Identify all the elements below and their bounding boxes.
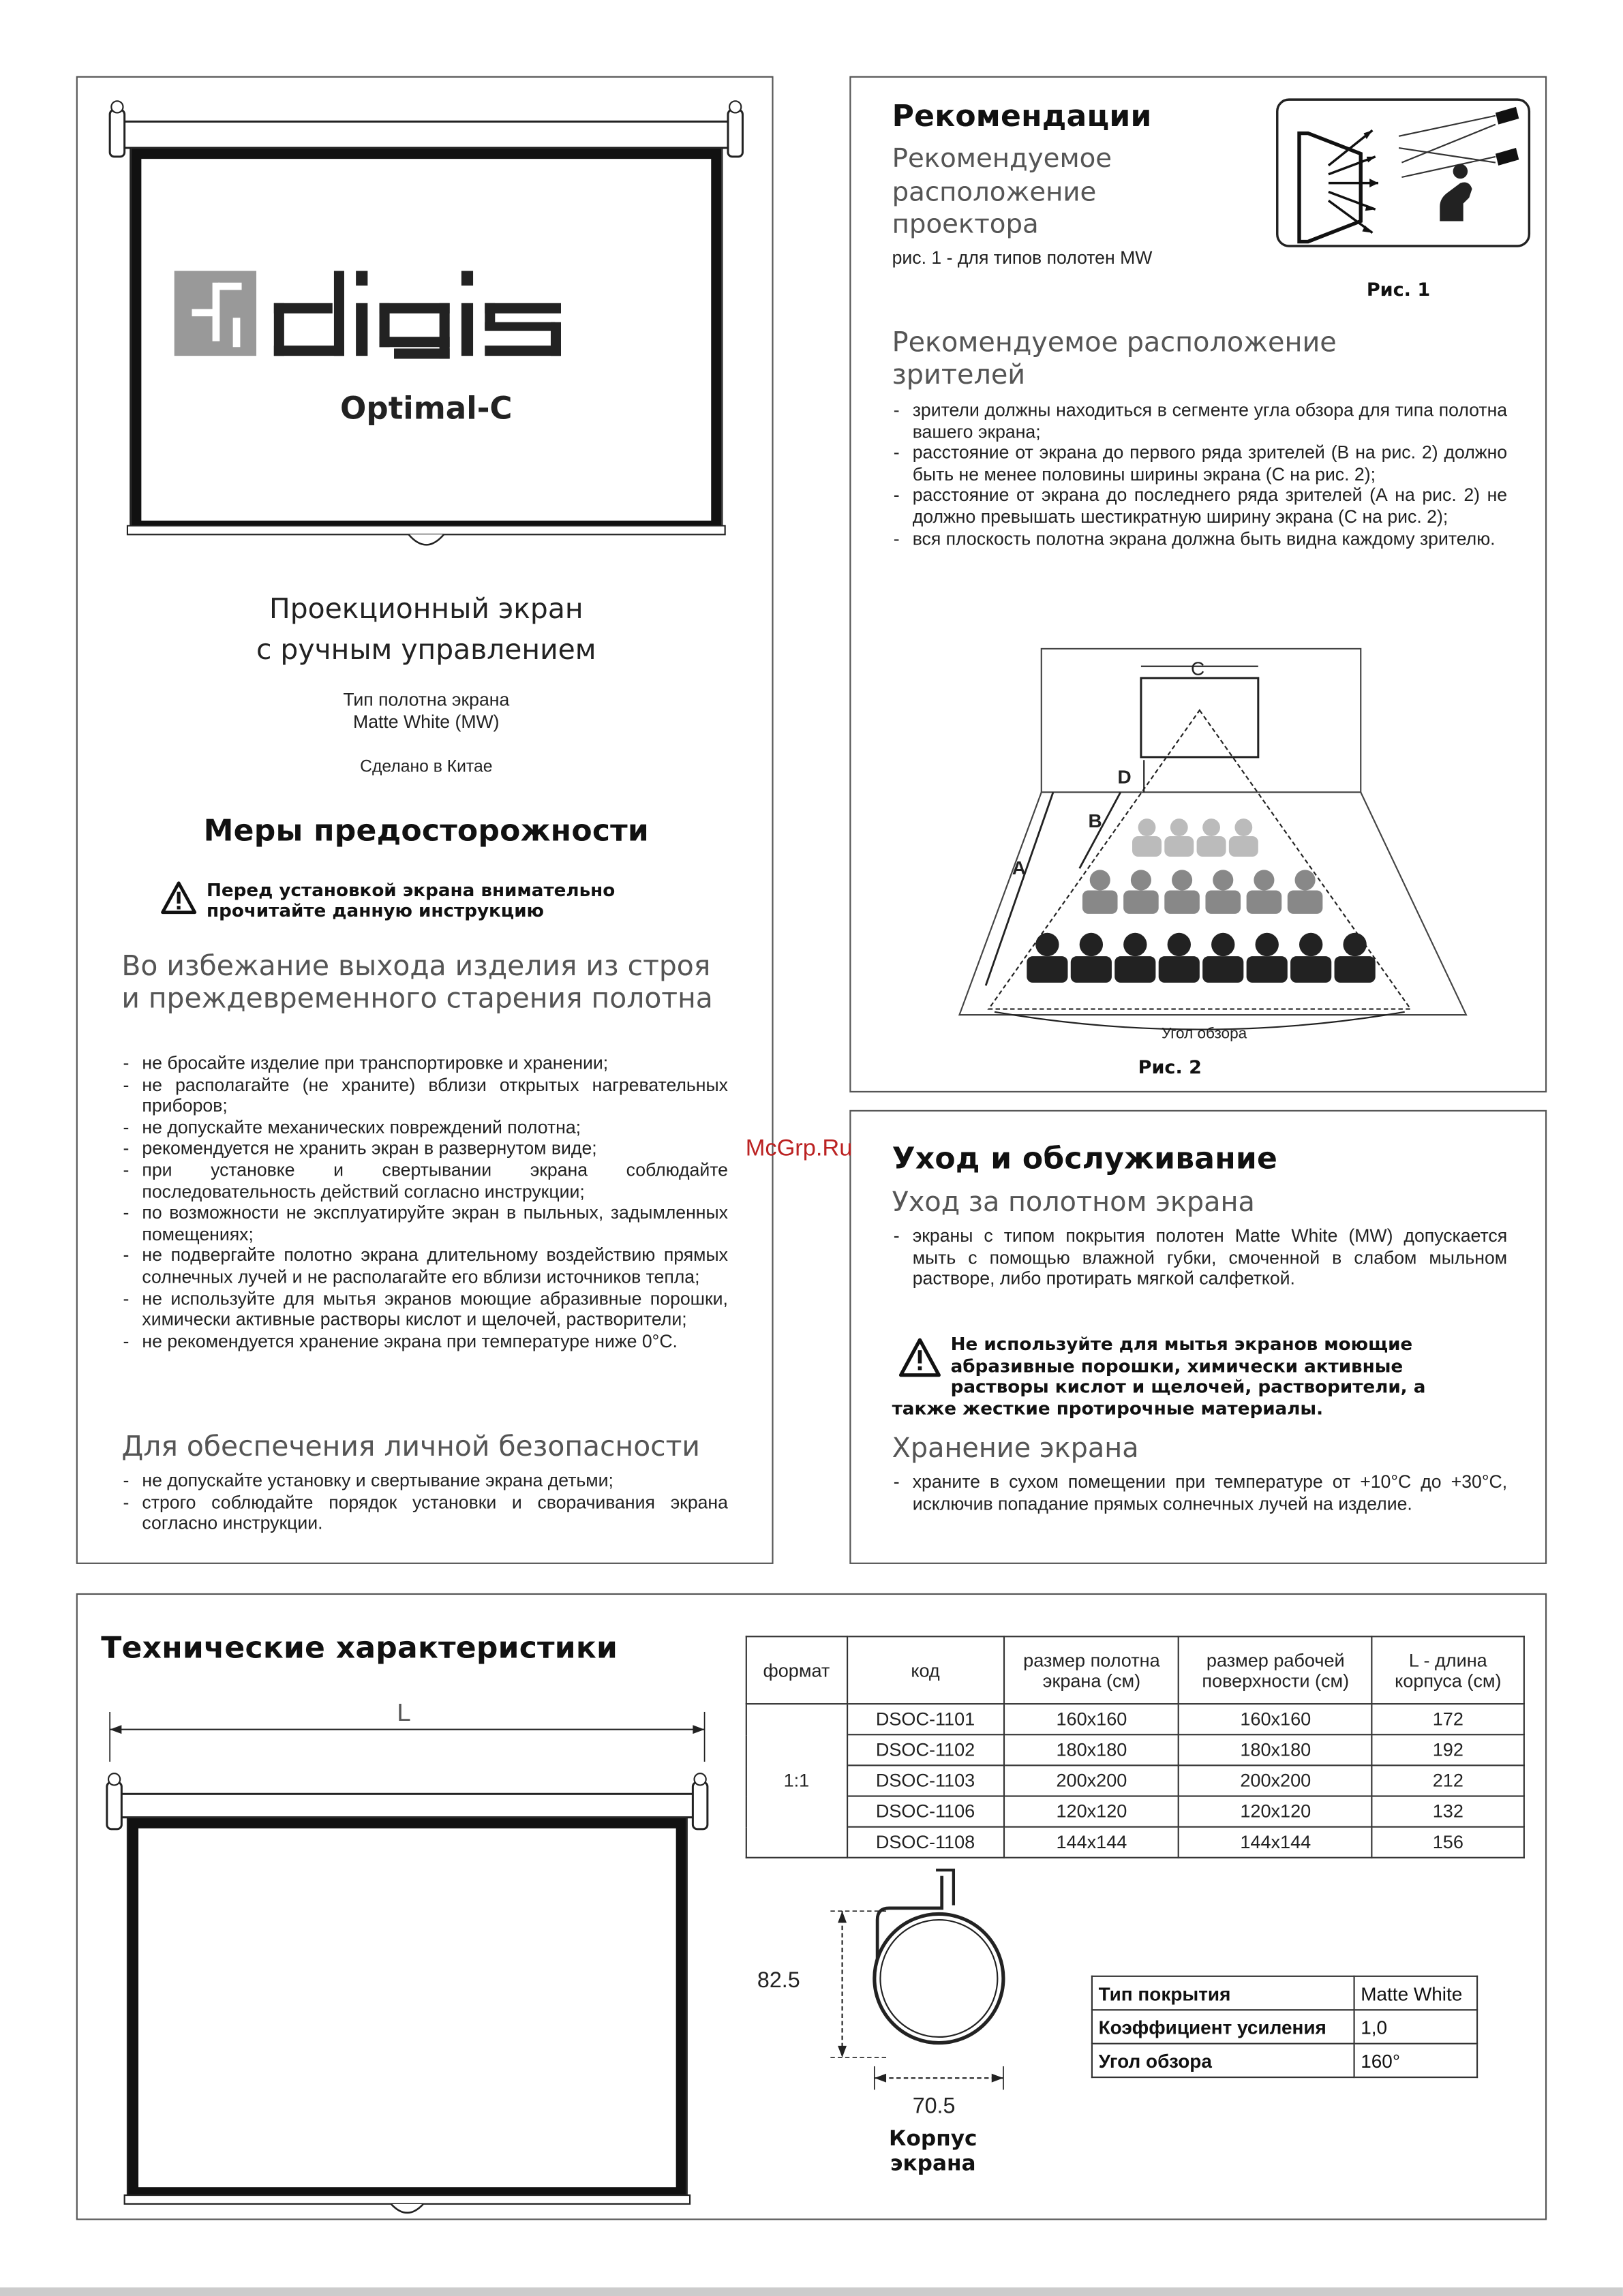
fig2-label: Рис. 2	[1138, 1056, 1202, 1078]
table-row	[746, 1827, 1524, 1858]
table-cell: 180x180	[1179, 1734, 1372, 1765]
list-item: - расстояние от экрана до первого ряда зрителей (В на рис. 2) должно быть не менее половины ширины экрана (С на рис. 2);	[892, 442, 1507, 485]
property-value: 1,0	[1354, 2010, 1477, 2043]
table-row	[1092, 2010, 1477, 2043]
care-warning-line2: абразивные порошки, химически активные	[950, 1355, 1404, 1376]
figure-2	[956, 646, 1484, 1044]
table-header: код	[847, 1636, 1004, 1704]
table-row	[746, 1734, 1524, 1765]
list-item: - экраны с типом покрытия полотен Matte White (MW) допускается мыть с помощью влажной губки, смоченной в слабом мыльном растворе, либо протирать мягкой салфеткой.	[892, 1226, 1507, 1290]
table-cell: 200x200	[1179, 1765, 1372, 1796]
list-item: - при установке и свертывании экрана соблюдайте последовательность действий согласно инструкции;	[121, 1160, 728, 1203]
list-item: - не бросайте изделие при транспортировке и хранении;	[121, 1053, 728, 1074]
care-list1	[892, 1226, 1507, 1290]
list-item: - не используйте для мытья экранов моющие абразивные порошки, химически активные растворы кислот и щелочей, растворители;	[121, 1288, 728, 1331]
list-item: - не допускайте установку и свертывание экрана детьми;	[121, 1470, 728, 1491]
property-label: Коэффициент усиления	[1092, 2010, 1354, 2043]
precautions-sub1: Во избежание выхода изделия из строя и преждевременного старения полотна	[121, 950, 713, 1015]
table-header: L - длина корпуса (см)	[1372, 1636, 1524, 1704]
models-table	[746, 1636, 1525, 1858]
specs-panel	[76, 1593, 1547, 2220]
model-name: Optimal-C	[340, 391, 513, 427]
precautions-list1	[121, 1053, 728, 1352]
fig1-label: Рис. 1	[1366, 278, 1431, 301]
case-label	[863, 2128, 1003, 2177]
table-row	[1092, 1976, 1477, 2010]
recommendations-title: Рекомендации	[892, 97, 1152, 134]
care-warning-line1: Не используйте для мытья экранов моющие	[950, 1334, 1413, 1355]
property-label: Угол обзора	[1092, 2044, 1354, 2077]
warning-icon	[160, 880, 198, 915]
warning-text-line1: Перед установкой экрана внимательно	[206, 880, 616, 901]
fig2-label-a: A	[1012, 857, 1026, 878]
list-item: - не подвергайте полотно экрана длительному воздействию прямых солнечных лучей и не располагайте его вблизи источников тепла;	[121, 1245, 728, 1288]
table-cell: 160x160	[1004, 1704, 1179, 1734]
table-cell: 144x144	[1179, 1827, 1372, 1858]
precautions-warning	[160, 880, 615, 921]
care-sub2: Хранение экрана	[892, 1433, 1139, 1465]
table-cell: 144x144	[1004, 1827, 1179, 1858]
care-warning-line4: также жесткие протирочные материалы.	[892, 1398, 1324, 1419]
list-item: - не располагайте (не храните) вблизи открытых нагревательных приборов;	[121, 1074, 728, 1117]
table-cell: 212	[1372, 1765, 1524, 1796]
table-cell: 200x200	[1004, 1765, 1179, 1796]
figure-1	[1276, 98, 1534, 250]
care-panel	[849, 1110, 1547, 1564]
recommendations-panel	[849, 76, 1547, 1092]
case-profile-drawing	[757, 1864, 1059, 2157]
list-item: - не допускайте механических повреждений полотна;	[121, 1117, 728, 1138]
care-list2	[892, 1472, 1507, 1515]
viewers-list	[892, 400, 1507, 550]
table-cell: 192	[1372, 1734, 1524, 1765]
property-value: Matte White	[1354, 1976, 1477, 2010]
table-cell: DSOC-1108	[847, 1827, 1004, 1858]
list-item: - по возможности не эксплуатируйте экран в пыльных, задымленных помещениях;	[121, 1203, 728, 1246]
care-title: Уход и обслуживание	[892, 1140, 1278, 1176]
list-item: - расстояние от экрана до последнего ряда зрителей (А на рис. 2) не должно превышать шестикратную ширину экрана (С на рис. 2);	[892, 485, 1507, 528]
table-cell: DSOC-1101	[847, 1704, 1004, 1734]
table-header: размер рабочей поверхности (см)	[1179, 1636, 1372, 1704]
viewers-heading: Рекомендуемое расположение зрителей	[892, 328, 1337, 391]
table-cell: 120x120	[1179, 1796, 1372, 1827]
screen-dimension-drawing	[98, 1685, 713, 2213]
table-cell: DSOC-1102	[847, 1734, 1004, 1765]
case-width-value: 70.5	[912, 2093, 956, 2118]
table-row	[1092, 2044, 1477, 2077]
fig2-label-d: D	[1117, 766, 1132, 788]
made-in: Сделано в Китае	[360, 759, 493, 776]
fig1-note: рис. 1 - для типов полотен MW	[892, 247, 1153, 269]
case-height-value: 82.5	[757, 1967, 800, 1992]
case-label-line1: Корпус	[889, 2128, 977, 2152]
list-item: - строго соблюдайте порядок установки и сворачивания экрана согласно инструкции.	[121, 1492, 728, 1535]
fig2-angle-label: Угол обзора	[1161, 1024, 1247, 1042]
precautions-list2	[121, 1470, 728, 1534]
digis-logo	[175, 268, 673, 358]
care-warning-line3: растворы кислот и щелочей, растворители, а	[950, 1376, 1426, 1397]
list-item: - храните в сухом помещении при температуре от +10°С до +30°С, исключив попадание прямых солнечных лучей на изделие.	[892, 1472, 1507, 1515]
table-row	[746, 1796, 1524, 1827]
format-cell: 1:1	[746, 1704, 847, 1858]
fig2-label-c: C	[1190, 658, 1205, 679]
table-header: формат	[746, 1636, 847, 1704]
properties-table	[1091, 1976, 1478, 2078]
table-cell: DSOC-1106	[847, 1796, 1004, 1827]
precautions-title: Меры предосторожности	[203, 812, 649, 848]
table-row	[746, 1704, 1524, 1734]
property-value: 160°	[1354, 2044, 1477, 2077]
case-label-line2: экрана	[890, 2152, 976, 2177]
warning-text-line2: прочитайте данную инструкцию	[206, 900, 545, 921]
table-cell: 120x120	[1004, 1796, 1179, 1827]
cover-title-line1: Проекционный экран	[269, 593, 583, 626]
cover-title-line2: с ручным управлением	[256, 634, 596, 667]
dimension-l-label: L	[397, 1698, 411, 1726]
table-header: размер полотна экрана (см)	[1004, 1636, 1179, 1704]
page-bottom-rule	[0, 2287, 1623, 2296]
fabric-label: Тип полотна экрана	[343, 690, 510, 711]
table-row	[746, 1765, 1524, 1796]
list-item: - рекомендуется не хранить экран в развернутом виде;	[121, 1138, 728, 1159]
warning-icon	[898, 1337, 941, 1378]
table-cell: 172	[1372, 1704, 1524, 1734]
table-cell: 180x180	[1004, 1734, 1179, 1765]
precautions-sub2: Для обеспечения личной безопасности	[121, 1430, 700, 1463]
cover-panel	[76, 76, 774, 1564]
care-warning	[892, 1334, 1522, 1420]
projector-heading: Рекомендуемое расположение проектора	[892, 143, 1112, 241]
list-item: - зрители должны находиться в сегменте угла обзора для типа полотна вашего экрана;	[892, 400, 1507, 443]
specs-title: Технические характеристики	[101, 1629, 618, 1666]
list-item: - не рекомендуется хранение экрана при температуре ниже 0°С.	[121, 1331, 728, 1352]
table-cell: 160x160	[1179, 1704, 1372, 1734]
table-cell: 132	[1372, 1796, 1524, 1827]
table-cell: 156	[1372, 1827, 1524, 1858]
table-cell: DSOC-1103	[847, 1765, 1004, 1796]
fabric-value: Matte White (MW)	[353, 711, 500, 733]
fig2-label-b: B	[1088, 810, 1102, 832]
watermark: McGrp.Ru	[745, 1136, 853, 1161]
care-sub1: Уход за полотном экрана	[892, 1187, 1255, 1219]
list-item: - вся плоскость полотна экрана должна быть видна каждому зрителю.	[892, 528, 1507, 549]
property-label: Тип покрытия	[1092, 1976, 1354, 2010]
